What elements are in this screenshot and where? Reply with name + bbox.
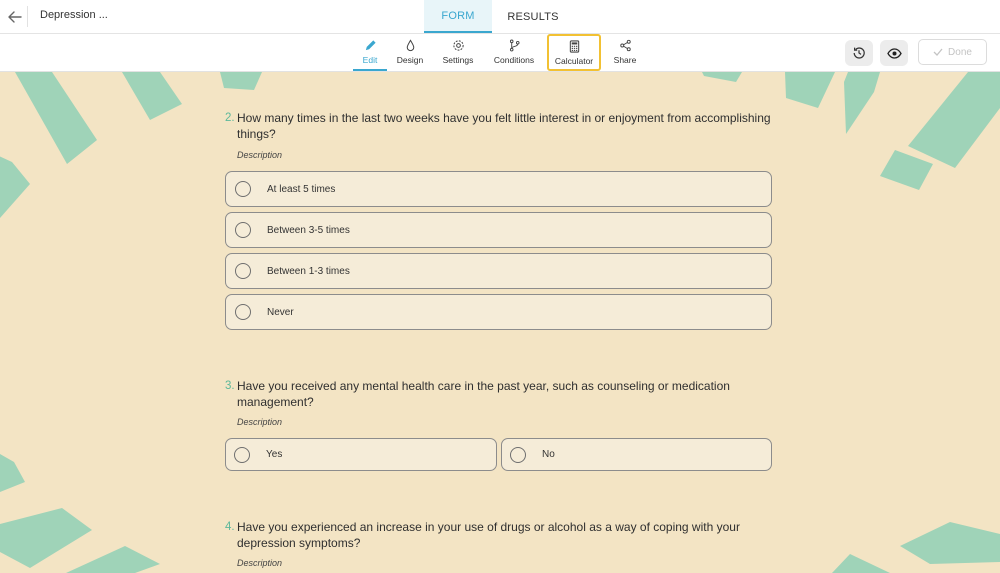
divider [27, 6, 28, 27]
answer-option[interactable] [225, 212, 772, 248]
done-label: Done [948, 46, 972, 58]
tool-share-label: Share [613, 55, 637, 65]
tool-settings[interactable] [438, 34, 478, 70]
question-description[interactable]: Description [237, 417, 283, 427]
gear-icon [452, 39, 465, 52]
tool-calculator[interactable] [547, 34, 601, 71]
eye-icon [887, 48, 902, 59]
pencil-icon [364, 39, 377, 52]
option-label: No [542, 449, 555, 460]
option-label: Never [267, 306, 294, 318]
checkmark-icon [933, 48, 943, 56]
tab-form[interactable]: FORM [424, 0, 492, 33]
option-label: Yes [266, 449, 283, 460]
history-icon [852, 46, 866, 60]
tool-share[interactable] [610, 34, 640, 70]
tool-design-label: Design [396, 55, 424, 65]
question-text[interactable]: How many times in the last two weeks have you felt little interest in or enjoyment from accomplishing things? [237, 111, 771, 141]
option-label: Between 1-3 times [267, 265, 350, 277]
back-arrow-icon[interactable] [4, 6, 26, 28]
answer-option[interactable] [225, 171, 772, 207]
tool-edit[interactable] [353, 34, 387, 70]
radio-button[interactable] [235, 304, 251, 320]
share-icon [619, 39, 632, 52]
radio-button[interactable] [235, 263, 251, 279]
question-number: 2. [225, 112, 235, 124]
radio-button[interactable] [510, 447, 526, 463]
radio-button[interactable] [234, 447, 250, 463]
tool-calculator-label: Calculator [554, 55, 594, 66]
question-number: 3. [225, 380, 235, 392]
preview-button[interactable] [880, 40, 908, 66]
question-text[interactable]: Have you experienced an increase in your use of drugs or alcohol as a way of coping with your depression symptoms? [237, 520, 740, 550]
question-number: 4. [225, 521, 235, 533]
option-label: Between 3-5 times [267, 224, 350, 236]
tool-conditions[interactable] [490, 34, 538, 70]
done-button[interactable] [918, 39, 987, 65]
form-title[interactable]: Depression ... [40, 9, 108, 21]
question-description[interactable]: Description [237, 558, 283, 568]
history-button[interactable] [845, 40, 873, 66]
radio-button[interactable] [235, 181, 251, 197]
calculator-icon [568, 40, 581, 53]
droplet-icon [404, 39, 417, 52]
answer-option[interactable] [225, 253, 772, 289]
answer-option[interactable] [501, 438, 772, 471]
answer-option[interactable] [225, 294, 772, 330]
option-label: At least 5 times [267, 183, 336, 195]
question-text[interactable]: Have you received any mental health care in the past year, such as counseling or medication management? [237, 379, 730, 409]
tool-conditions-label: Conditions [493, 55, 535, 65]
top-bar [0, 0, 1000, 34]
tab-results[interactable]: RESULTS [507, 10, 559, 23]
branch-icon [508, 39, 521, 52]
tool-settings-label: Settings [442, 55, 474, 65]
question-description[interactable]: Description [237, 150, 283, 160]
answer-option[interactable] [225, 438, 497, 471]
radio-button[interactable] [235, 222, 251, 238]
tool-design[interactable] [393, 34, 427, 70]
tool-edit-label: Edit [362, 55, 378, 65]
